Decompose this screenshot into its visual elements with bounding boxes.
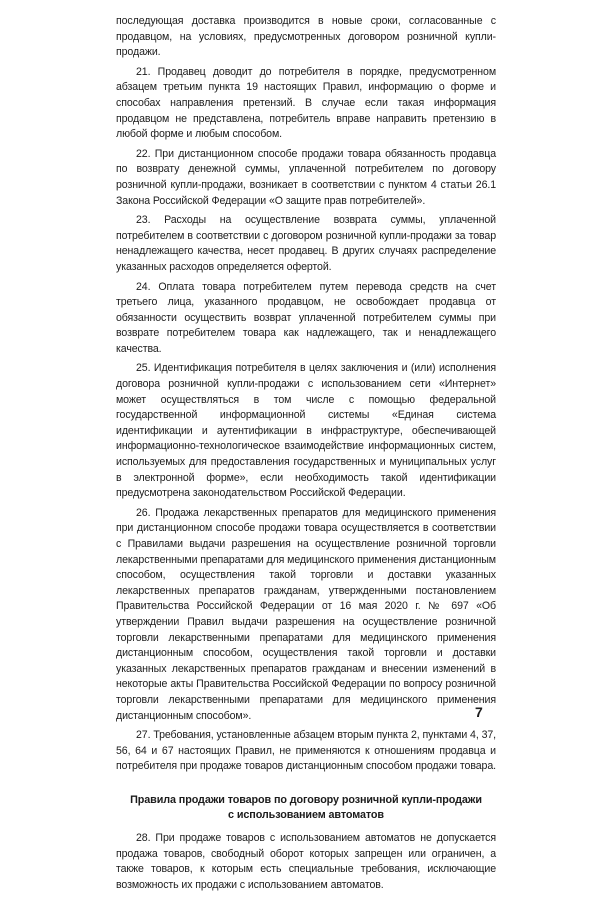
paragraph-26: 26. Продажа лекарственных препаратов для медицинского применения при дистанционном способе продажи товара осуществляется в соответствии с Правилами выдачи разрешения на осуществление розничной торговли лекарственными препаратами для медицинского применения дистанционным способом, осуществления такой торговли и доставки указанных лекарственных препаратов гражданам, утвержденными постановлением Правительства Российской Федерации от 16 мая 2020 г. № 697 «Об утверждении Правил выдачи разрешения на осуществление розничной торговли лекарственными препаратами для медицинского применения дистанционным способом, осуществления такой торговли и доставки указанных лекарственных препаратов гражданам и внесении изменений в некоторые акты Правительства Российской Федерации по вопросу розничной торговли лекарственными препаратами для медицинского применения дистанционным способом». [116,506,496,722]
page-number: 7 [475,704,483,720]
section-heading-line-1: Правила продажи товаров по договору розничной купли-продажи [130,793,482,806]
paragraph-24: 24. Оплата товара потребителем путем перевода средств на счет третьего лица, указанного продавцом, не освобождает продавца от обязанности осуществить возврат уплаченной потребителем суммы при возврате потребителем товара как надлежащего, так и ненадлежащего качества. [116,280,496,355]
paragraph-28: 28. При продаже товаров с использованием автоматов не допускается продажа товаров, свободный оборот которых запрещен или ограничен, а также товаров, к которым есть специальные требования, исключающие возможность их продажи с использованием автоматов. [116,831,496,891]
paragraph-27: 27. Требования, установленные абзацем вторым пункта 2, пунктами 4, 37, 56, 64 и 67 настоящих Правил, не применяются к отношениям продавца и потребителя при продаже товаров дистанционным способом продажи товара. [116,729,496,773]
section-heading-line-2: с использованием автоматов [228,808,384,821]
paragraph-22: 22. При дистанционном способе продажи товара обязанность продавца по возврату денежной суммы, уплаченной потребителем по договору розничной купли-продажи, возникает в соответствии с пунктом 4 статьи 26.1 Закона Российской Федерации «О защите прав потребителей». [116,147,496,207]
lead-paragraph: последующая доставка производится в новые сроки, согласованные с продавцом, на условиях, предусмотренных договором розничной купли-продажи. [116,15,496,59]
document-page [116,14,496,897]
paragraph-21: 21. Продавец доводит до потребителя в порядке, предусмотренном абзацем третьим пункта 19 настоящих Правил, информацию о форме и способах направления претензий. В случае если такая информация продавцом не представлена, потребитель вправе направить претензию в любой форме и любым способом. [116,65,496,141]
paragraph-23: 23. Расходы на осуществление возврата суммы, уплаченной потребителем в соответствии с договором розничной купли-продажи за товар ненадлежащего качества, несет продавец. В других случаях распределение указанных расходов определяется офертой. [116,214,496,273]
paragraph-25: 25. Идентификация потребителя в целях заключения и (или) исполнения договора розничной купли-продажи с использованием сети «Интернет» может осуществляться в том числе с помощью федеральной государственной информационной системы «Единая система идентификации и аутентификации в инфраструктуре, обеспечивающей информационно-технологическое взаимодействие информационных систем, используемых для предоставления государственных и муниципальных услуг в электронной форме», если необходимость такой идентификации предусмотрена законодательством Российской Федерации. [116,362,496,500]
section-heading [116,793,496,823]
